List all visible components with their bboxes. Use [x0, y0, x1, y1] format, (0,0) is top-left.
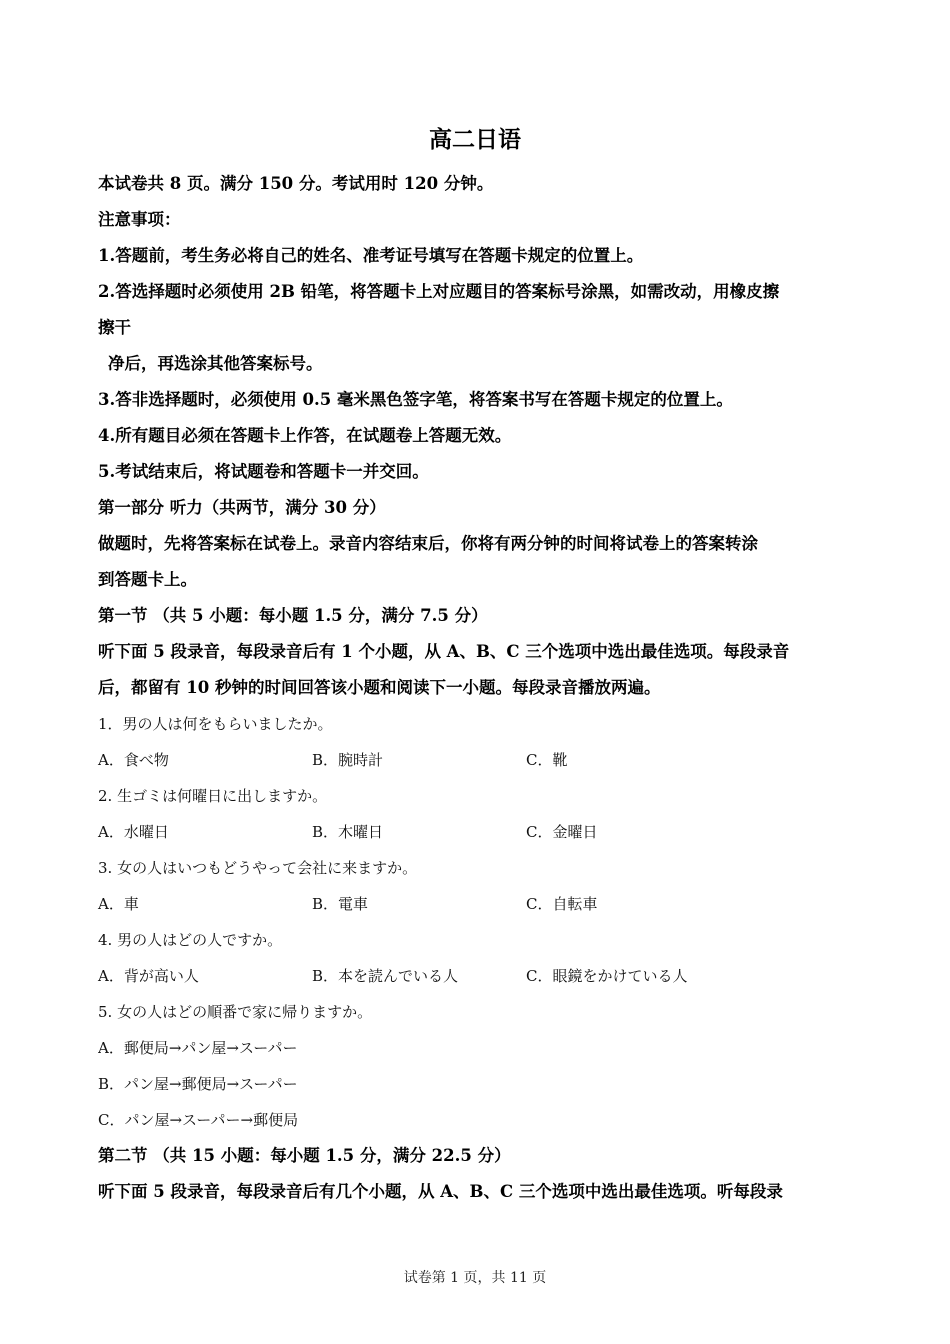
question-4-options: [98, 958, 858, 994]
question-5-option-c: C．パン屋→スーパー→郵便局: [98, 1111, 299, 1129]
question-4-stem: 4. 男の人はどの人ですか。: [98, 931, 283, 949]
question-2-option-c: C．金曜日: [526, 823, 598, 841]
notice-1: 1.答题前，考生务必将自己的姓名、准考证号填写在答题卡规定的位置上。: [98, 246, 644, 265]
part1-instruction-line-2: 到答题卡上。: [98, 570, 197, 589]
question-3-options: [98, 886, 858, 922]
section2-instruction-line-1: 听下面 5 段录音，每段录音后有几个小题，从 A、B、C 三个选项中选出最佳选项。听每段录: [98, 1182, 783, 1201]
question-3-stem: 3. 女の人はいつもどうやって会社に来ますか。: [98, 859, 418, 877]
question-4-option-c: C．眼鏡をかけている人: [526, 967, 688, 985]
part1-instruction-line-1: 做题时，先将答案标在试卷上。录音内容结束后，你将有两分钟的时间将试卷上的答案转涂: [98, 534, 758, 553]
section1-instruction-line-2: 后，都留有 10 秒钟的时间回答该小题和阅读下一小题。每段录音播放两遍。: [98, 678, 661, 697]
notice-2-line-3: 净后，再选涂其他答案标号。: [108, 354, 323, 373]
notice-2-line-1: 2.答选择题时必须使用 2B 铅笔，将答题卡上对应题目的答案标号涂黑，如需改动，用橡皮擦: [98, 282, 780, 301]
notice-3: 3.答非选择题时，必须使用 0.5 毫米黑色签字笔，将答案书写在答题卡规定的位置上。: [98, 390, 733, 409]
question-2-options: [98, 814, 858, 850]
page-title: 高二日语: [429, 126, 521, 153]
question-1-stem: 1．男の人は何をもらいましたか。: [98, 715, 333, 733]
question-5-option-b: B．パン屋→郵便局→スーパー: [98, 1075, 298, 1093]
exam-intro: 本试卷共 8 页。满分 150 分。考试用时 120 分钟。: [98, 174, 494, 193]
question-3-option-b: B．電車: [312, 895, 369, 913]
question-3-option-a: A．車: [98, 895, 139, 913]
page-footer: 试卷第 1 页，共 11 页: [403, 1270, 547, 1286]
question-1-option-b: B．腕時計: [312, 751, 384, 769]
section1-instruction-line-1: 听下面 5 段录音，每段录音后有 1 个小题，从 A、B、C 三个选项中选出最佳选项。每段录音: [98, 642, 790, 661]
notice-4: 4.所有题目必须在答题卡上作答，在试题卷上答题无效。: [98, 426, 512, 445]
question-4-option-a: A．背が高い人: [98, 967, 199, 985]
question-4-option-b: B．本を読んでいる人: [312, 967, 459, 985]
notice-heading: 注意事项：: [98, 210, 181, 229]
question-5-stem: 5. 女の人はどの順番で家に帰りますか。: [98, 1003, 373, 1021]
notice-5: 5.考试结束后，将试题卷和答题卡一并交回。: [98, 462, 429, 481]
question-2-option-a: A．水曜日: [98, 823, 169, 841]
question-3-option-c: C．自転車: [526, 895, 598, 913]
section2-heading: 第二节 （共 15 小题：每小题 1.5 分，满分 22.5 分）: [98, 1146, 511, 1165]
notice-2-line-2: 擦干: [98, 318, 131, 337]
question-1-option-a: A．食べ物: [98, 751, 169, 769]
question-2-stem: 2. 生ゴミは何曜日に出しますか。: [98, 787, 328, 805]
question-1-options: [98, 742, 858, 778]
question-1-option-c: C．靴: [526, 751, 568, 769]
exam-content: [98, 166, 858, 1210]
section1-heading: 第一节 （共 5 小题：每小题 1.5 分，满分 7.5 分）: [98, 606, 488, 625]
question-5-option-a: A．郵便局→パン屋→スーパー: [98, 1039, 298, 1057]
part1-heading: 第一部分 听力（共两节，满分 30 分）: [98, 498, 386, 517]
question-2-option-b: B．木曜日: [312, 823, 384, 841]
